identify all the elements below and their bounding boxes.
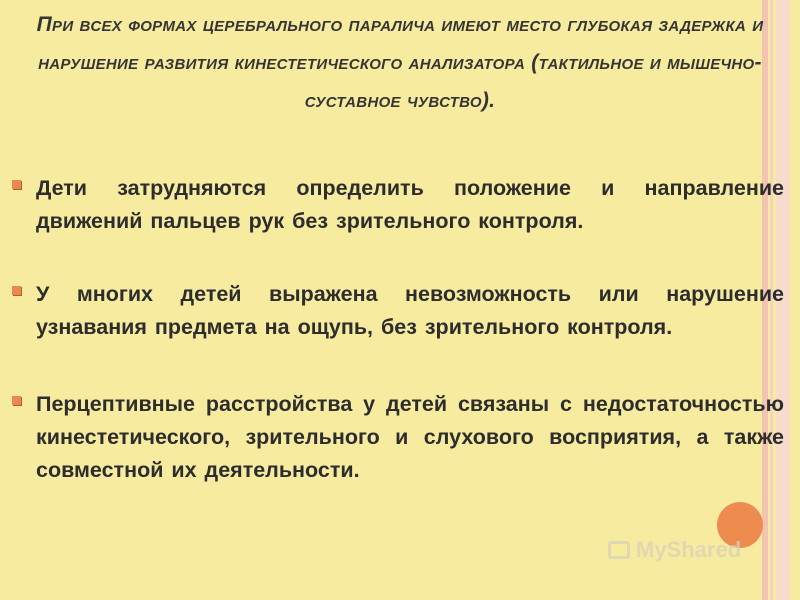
bullet-marker-icon [12,286,21,295]
watermark-text: MyShared [636,537,742,562]
bullet-item [12,278,784,344]
bullet-list [12,172,784,487]
bullet-text: Перцептивные расстройства у детей связаны с недостаточностью кинестетического, зрительного и слухового восприятия, а также совместной их деятельности. [36,392,784,482]
watermark [608,537,741,563]
bullet-text: Дети затрудняются определить положение и направление движений пальцев рук без зрительного контроля. [36,176,784,233]
bullet-text: У многих детей выражена невозможность или нарушение узнавания предмета на ощупь, без зрительного контроля. [36,282,784,339]
bullet-marker-icon [12,180,21,189]
bullet-item [12,172,784,238]
slide-title: При всех формах церебрального паралича имеют место глубокая задержка и нарушение развития кинестетического анализатора (тактильное и мышечно-суставное чувство). [36,13,764,112]
presentation-icon [608,541,630,559]
bullet-item [12,388,784,487]
bullet-marker-icon [12,396,21,405]
